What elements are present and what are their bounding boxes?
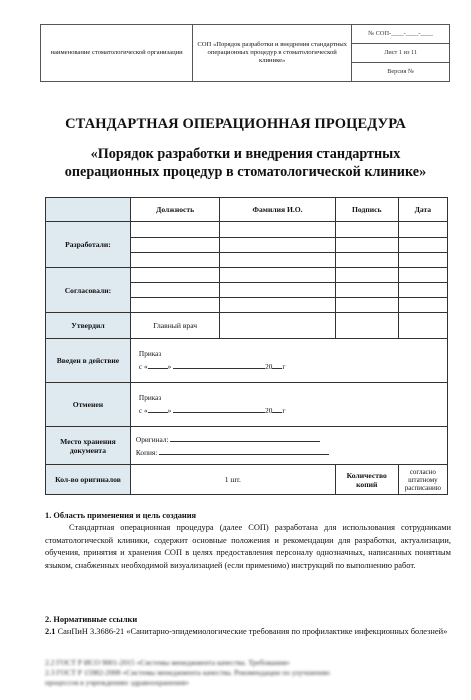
table-cell[interactable]: [335, 283, 398, 298]
col-header-date: Дата: [398, 198, 447, 222]
table-cell[interactable]: [130, 298, 219, 313]
section-references: [45, 614, 451, 639]
cancelled-order-cell[interactable]: [130, 383, 447, 427]
table-cell[interactable]: [335, 238, 398, 253]
copy-label: Копия:: [135, 447, 158, 457]
originals-count-value: 1 шт.: [130, 465, 335, 495]
sop-number-cell: № СОП-____-____-____: [352, 25, 450, 44]
order-year: 20: [265, 361, 273, 371]
document-header: [40, 24, 450, 82]
original-label: Оригинал:: [135, 434, 169, 444]
table-cell[interactable]: [335, 298, 398, 313]
order-date-line: с « » 20 г: [138, 405, 286, 415]
table-cell[interactable]: [220, 313, 335, 339]
section-heading: 2. Нормативные ссылки: [45, 615, 138, 624]
table-cell[interactable]: [130, 283, 219, 298]
section-heading: 1. Область применения и цель создания: [45, 511, 197, 520]
table-cell[interactable]: [220, 298, 335, 313]
table-cell[interactable]: [335, 222, 398, 238]
col-header-signature: Подпись: [335, 198, 398, 222]
table-cell[interactable]: [335, 268, 398, 283]
blurred-line: 2.2 ГОСТ Р ИСО 9001-2015 «Системы менеджмента качества. Требования»: [45, 658, 290, 667]
agreed-label: Согласовали:: [46, 268, 131, 313]
table-cell[interactable]: [398, 238, 447, 253]
table-cell[interactable]: [130, 238, 219, 253]
storage-label: Место хранения документа: [46, 427, 131, 465]
storage-cell[interactable]: [130, 427, 447, 465]
reference-item: [45, 626, 451, 638]
order-label: Приказ: [138, 392, 162, 402]
original-line: [136, 433, 444, 446]
copy-line: [136, 446, 444, 459]
document-subtitle: «Порядок разработки и внедрения стандартных операционных процедур в стоматологической клинике»: [64, 146, 427, 180]
originals-count-label: Кол-во оригиналов: [46, 465, 131, 495]
order-from: с «: [138, 361, 148, 371]
table-cell[interactable]: [398, 298, 447, 313]
copies-count-label: Количество копий: [335, 465, 398, 495]
developed-label: Разработали:: [46, 222, 131, 268]
order-label: Приказ: [138, 348, 162, 358]
table-cell[interactable]: [398, 253, 447, 268]
col-header-name: Фамилия И.О.: [220, 198, 335, 222]
corner-cell: [46, 198, 131, 222]
table-cell[interactable]: [220, 283, 335, 298]
table-cell[interactable]: [398, 313, 447, 339]
blurred-line: процессов в учреждениях здравоохранения»: [45, 678, 190, 687]
blurred-references: [45, 658, 451, 688]
introduced-order-cell[interactable]: [130, 339, 447, 383]
table-cell[interactable]: [335, 253, 398, 268]
order-date-line: с « » 20 г: [138, 361, 286, 371]
version-cell: Версия №: [352, 63, 450, 82]
approved-label: Утвердил: [46, 313, 131, 339]
reference-text: СанПиН 3.3686-21 «Санитарно-эпидемиологические требования по профилактике инфекционных болезней»: [57, 627, 448, 637]
table-cell[interactable]: [130, 222, 219, 238]
section-text: Стандартная операционная процедура (далее СОП) разработана для использования сотрудниками стоматологической клиники, содержит основные положения и рекомендации для разработки, актуализации, обучения, принятия и хранения СОП в целях предоставления персоналу однозначных, написанных понятным языком, снабженных необходимой визуализацией (если применимо) инструкций по выполнению работ.: [45, 523, 451, 570]
col-header-position: Должность: [130, 198, 219, 222]
order-from: с «: [138, 405, 148, 415]
table-cell[interactable]: [335, 313, 398, 339]
table-cell[interactable]: [220, 253, 335, 268]
approved-position: Главный врач: [130, 313, 219, 339]
table-cell[interactable]: [398, 222, 447, 238]
table-cell[interactable]: [220, 222, 335, 238]
copies-count-value: согласно штатному расписанию: [398, 465, 447, 495]
reference-number: 2.1: [45, 627, 56, 637]
table-cell[interactable]: [220, 268, 335, 283]
table-cell[interactable]: [398, 283, 447, 298]
section-scope: [45, 510, 451, 572]
approval-table: [45, 197, 448, 495]
order-year-suffix: г: [282, 361, 286, 371]
blurred-line: 2.3 ГОСТ Р 15982-2008 «Системы менеджмента качества. Рекомендации по улучшению: [45, 668, 330, 677]
table-cell[interactable]: [220, 238, 335, 253]
cancelled-label: Отменен: [46, 383, 131, 427]
sheet-cell: Лист 1 из 11: [352, 44, 450, 63]
sop-name-cell: СОП «Порядок разработки и внедрения стандартных операционных процедур в стоматологической клинике»: [193, 25, 352, 82]
table-cell[interactable]: [130, 253, 219, 268]
order-year-suffix: г: [282, 405, 286, 415]
org-name-cell: наименование стоматологической организации: [41, 25, 193, 82]
table-cell[interactable]: [398, 268, 447, 283]
document-title: СТАНДАРТНАЯ ОПЕРАЦИОННАЯ ПРОЦЕДУРА: [65, 116, 406, 132]
introduced-label: Введен в действие: [46, 339, 131, 383]
table-cell[interactable]: [130, 268, 219, 283]
order-year: 20: [265, 405, 273, 415]
